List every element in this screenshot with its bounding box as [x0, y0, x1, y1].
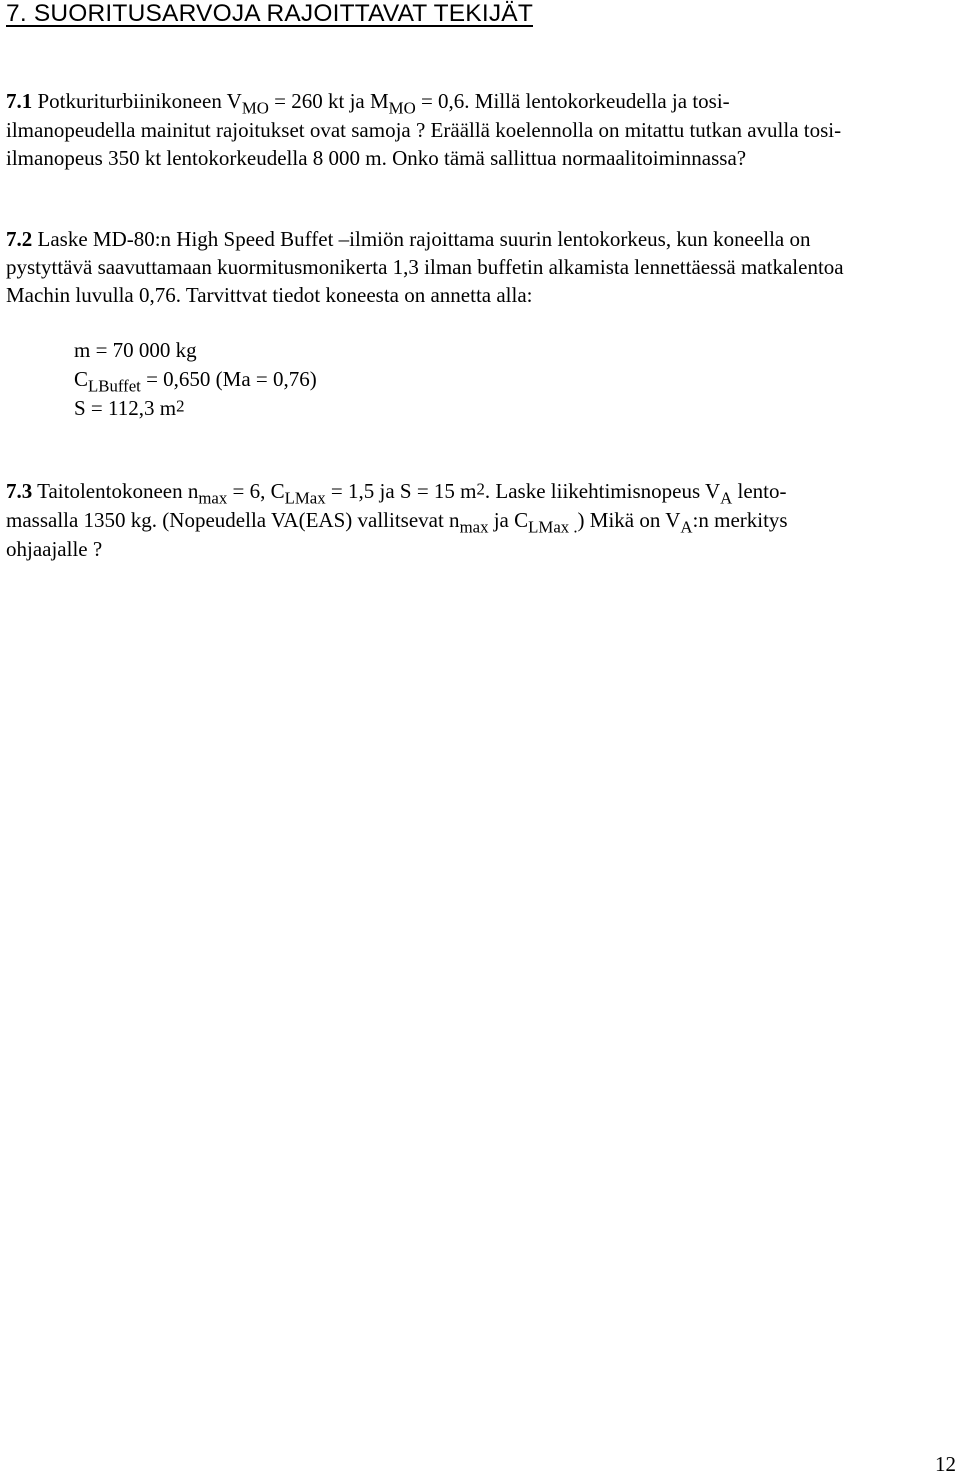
text: lento- [732, 479, 787, 503]
subscript: max [198, 488, 228, 508]
text: = 1,5 ja S = 15 m [325, 479, 477, 503]
question-7-2-line-3: Machin luvulla 0,76. Tarvittvat tiedot koneesta on annetta alla: [6, 283, 533, 307]
text: Potkuriturbiinikoneen V [32, 89, 242, 113]
text: = 0,650 (Ma = 0,76) [140, 367, 317, 391]
subscript: LMax [284, 488, 326, 508]
text: ja C [488, 508, 529, 532]
subscript: max [459, 517, 489, 537]
text: S = 112,3 m [74, 396, 177, 420]
text: Taitolentokoneen n [32, 479, 199, 503]
question-number: 7.1 [6, 89, 33, 113]
subscript: LBuffet [88, 376, 141, 396]
subscript: MO [241, 98, 269, 118]
subscript: MO [388, 98, 416, 118]
subscript: A [680, 517, 693, 537]
question-number: 7.2 [6, 227, 33, 251]
subscript: LMax . [528, 517, 578, 537]
page-number: 12 [935, 1452, 956, 1476]
given-mass: m = 70 000 kg [74, 338, 197, 362]
superscript: 2 [476, 479, 485, 499]
question-7-3-line-1 [6, 476, 787, 506]
text: = 260 kt ja M [268, 89, 389, 113]
text: :n merkitys [692, 508, 788, 532]
text: Laske MD-80:n High Speed Buffet –ilmiön rajoittama suurin lentokorkeus, kun koneella on [32, 227, 811, 251]
given-lift-coefficient [74, 364, 317, 394]
superscript: 2 [176, 396, 185, 416]
text: massalla 1350 kg. (Nopeudella VA(EAS) vallitsevat n [6, 508, 460, 532]
chapter-heading: 7. SUORITUSARVOJA RAJOITTAVAT TEKIJÄT [6, 0, 533, 27]
text: C [74, 367, 89, 391]
question-7-1-line-3: ilmanopeus 350 kt lentokorkeudella 8 000 m. Onko tämä sallittua normaalitoiminnassa? [6, 146, 747, 170]
question-7-2-line-1 [6, 224, 810, 254]
question-7-2-line-2: pystyttävä saavuttamaan kuormitusmonikerta 1,3 ilman buffetin alkamista lennettäessä matkalentoa [6, 255, 844, 279]
text: = 0,6. Millä lentokorkeudella ja tosi- [415, 89, 730, 113]
question-7-1-line-1 [6, 86, 730, 116]
text: . Laske liikehtimisnopeus V [484, 479, 721, 503]
question-number: 7.3 [6, 479, 33, 503]
text: ) Mikä on V [577, 508, 681, 532]
question-7-3-line-3: ohjaajalle ? [6, 537, 103, 561]
question-7-3-line-2 [6, 505, 788, 535]
question-7-1-line-2: ilmanopeudella mainitut rajoitukset ovat samoja ? Eräällä koelennolla on mitattu tutkan avulla tosi- [6, 118, 842, 142]
subscript: A [720, 488, 733, 508]
given-wing-area [74, 393, 184, 423]
text: = 6, C [227, 479, 285, 503]
